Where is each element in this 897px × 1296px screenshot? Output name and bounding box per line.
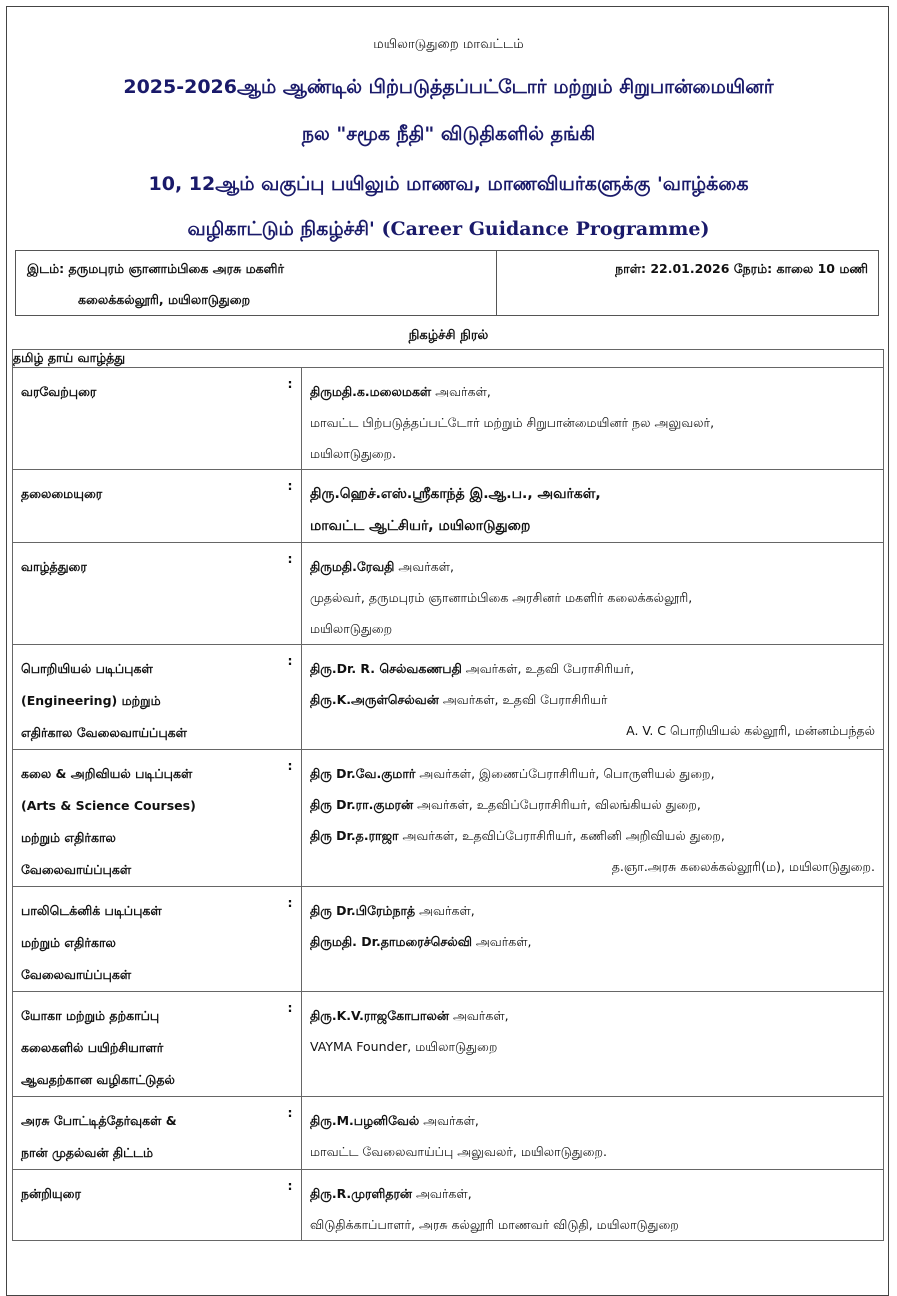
title-line-1-post: சிறுபான்மையினர் <box>612 76 774 98</box>
speaker-name: திரு Dr.ரா.குமரன் <box>310 797 414 812</box>
title-line-4-tamil: வழிகாட்டும் நிகழ்ச்சி' <box>187 218 382 240</box>
anthem-row <box>13 350 884 368</box>
colon-separator: : <box>279 1170 302 1241</box>
programme-item-line: நான் முதல்வன் திட்டம் <box>21 1145 154 1160</box>
programme-item <box>13 992 280 1097</box>
speaker-role: அவர்கள், உதவி பேராசிரியர் <box>438 692 608 707</box>
title-line-2-post: விடுதிகளில் தங்கி <box>434 123 596 145</box>
programme-item-line: பொறியியல் படிப்புகள் <box>21 661 153 676</box>
programme-row <box>13 645 884 750</box>
venue-line-1: இடம்: தருமபுரம் ஞானாம்பிகை அரசு மகளிர் <box>27 261 284 276</box>
speaker-line <box>310 820 875 851</box>
programme-item <box>13 750 280 887</box>
speaker-name: திரு.K.V.ராஜகோபாலன் <box>310 1008 449 1023</box>
programme-item-line: வாழ்த்துரை <box>21 559 87 574</box>
speaker-role: அவர்கள், <box>448 1008 509 1023</box>
programme-item-line: (Engineering) மற்றும் <box>21 693 161 708</box>
speaker-name: திரு.Dr. R. செல்வகணபதி <box>310 661 462 676</box>
date-time: நாள்: 22.01.2026 நேரம்: காலை 10 மணி <box>615 261 868 276</box>
programme-item-line: மற்றும் எதிர்கால <box>21 830 116 845</box>
speaker-details <box>302 750 884 887</box>
speaker-line <box>310 926 875 957</box>
speaker-details <box>302 368 884 470</box>
speaker-role: அவர்கள், உதவிப்பேராசிரியர், கணினி அறிவியல் துறை, <box>398 828 725 843</box>
programme-item <box>13 470 280 543</box>
programme-item-line: அரசு போட்டித்தேர்வுகள் & <box>21 1113 177 1128</box>
district-heading: மயிலாடுதுறை மாவட்டம் <box>373 37 524 52</box>
programme-item <box>13 1097 280 1170</box>
programme-table <box>12 349 884 1241</box>
speaker-role: மயிலாடுதுறை. <box>310 446 397 461</box>
programme-item-line: எதிர்கால வேலைவாய்ப்புகள் <box>21 725 187 740</box>
title-line-2-pre: நல <box>301 123 337 145</box>
speaker-role: மாவட்ட வேலைவாய்ப்பு அலுவலர், மயிலாடுதுறை. <box>310 1144 607 1159</box>
programme-item-line: யோகா மற்றும் தற்காப்பு <box>21 1008 160 1023</box>
speaker-name: திருமதி.ரேவதி <box>310 559 395 574</box>
programme-row <box>13 368 884 470</box>
speaker-line <box>310 438 875 469</box>
speaker-details <box>302 1170 884 1241</box>
speaker-line <box>310 789 875 820</box>
speaker-line <box>310 478 875 510</box>
programme-item <box>13 645 280 750</box>
speaker-role: விடுதிக்காப்பாளர், அரசு கல்லூரி மாணவர் விடுதி, மயிலாடுதுறை <box>310 1217 679 1232</box>
speaker-line <box>310 653 875 684</box>
speaker-role: அவர்கள், <box>412 1186 472 1201</box>
speaker-role: அவர்கள், <box>415 903 475 918</box>
programme-item <box>13 368 280 470</box>
venue-line-2: கலைக்கல்லூரி, மயிலாடுதுறை <box>78 292 251 307</box>
programme-title: நிகழ்ச்சி நிரல் <box>408 328 489 343</box>
programme-item-line: (Arts & Science Courses) <box>21 798 196 813</box>
title-line-4-english: (Career Guidance Programme) <box>381 218 710 240</box>
speaker-line <box>310 851 875 882</box>
title-line-4 <box>0 218 897 243</box>
speaker-line <box>310 376 875 407</box>
speaker-role: அவர்கள், உதவி பேராசிரியர், <box>461 661 635 676</box>
title-line-3: 10, 12ஆம் வகுப்பு பயிலும் மாணவ, மாணவியர்களுக்கு 'வாழ்க்கை <box>148 173 749 195</box>
speaker-name: திரு.R.முரளிதரன் <box>310 1186 413 1201</box>
programme-item-line: வேலைவாய்ப்புகள் <box>21 967 132 982</box>
speaker-name: திரு Dr.வே.குமார் <box>310 766 416 781</box>
programme-item-line: ஆவதற்கான வழிகாட்டுதல் <box>21 1072 175 1087</box>
colon-separator: : <box>279 645 302 750</box>
speaker-line <box>310 582 875 613</box>
speaker-name: திரு.K.அருள்செல்வன் <box>310 692 439 707</box>
speaker-line <box>310 551 875 582</box>
programme-item-line: வரவேற்புரை <box>21 384 97 399</box>
speaker-role: VAYMA Founder, மயிலாடுதுறை <box>310 1039 498 1054</box>
title-line-1 <box>0 76 897 101</box>
speaker-name: திரு Dr.த.ராஜா <box>310 828 399 843</box>
speaker-line <box>310 510 875 542</box>
speaker-role: மயிலாடுதுறை <box>310 621 393 636</box>
speaker-details <box>302 470 884 543</box>
speaker-name: திருமதி.க.மலைமகள் <box>310 384 432 399</box>
title-line-1-pre: 2025-2026ஆம் ஆண்டில் பிற்படுத்தப்பட்டோர் <box>123 76 554 98</box>
programme-item <box>13 887 280 992</box>
colon-separator: : <box>279 470 302 543</box>
colon-separator: : <box>279 1097 302 1170</box>
speaker-role: அவர்கள், <box>431 384 491 399</box>
programme-row <box>13 1097 884 1170</box>
speaker-line <box>310 715 875 746</box>
programme-item-line: மற்றும் எதிர்கால <box>21 935 116 950</box>
programme-item-line: தலைமையுரை <box>21 486 103 501</box>
colon-separator: : <box>279 887 302 992</box>
speaker-role: அவர்கள், <box>471 934 532 949</box>
title-line-2 <box>0 123 897 148</box>
speaker-details <box>302 1097 884 1170</box>
speaker-details <box>302 992 884 1097</box>
colon-separator: : <box>279 543 302 645</box>
speaker-name: திரு.M.பழனிவேல் <box>310 1113 420 1128</box>
venue-cell <box>16 251 497 315</box>
programme-item <box>13 543 280 645</box>
speaker-line <box>310 895 875 926</box>
programme-item-line: நன்றியுரை <box>21 1186 81 1201</box>
speaker-line <box>310 1105 875 1136</box>
speaker-role: அவர்கள், உதவிப்பேராசிரியர், விலங்கியல் துறை, <box>413 797 701 812</box>
speaker-line <box>310 407 875 438</box>
programme-row <box>13 992 884 1097</box>
programme-row <box>13 470 884 543</box>
speaker-line <box>310 1031 875 1062</box>
programme-item-line: பாலிடெக்னிக் படிப்புகள் <box>21 903 162 918</box>
speaker-line <box>310 684 875 715</box>
speaker-name: திரு Dr.பிரேம்நாத் <box>310 903 416 918</box>
speaker-name: மாவட்ட ஆட்சியர், மயிலாடுதுறை <box>310 518 531 534</box>
programme-item-line: கலை & அறிவியல் படிப்புகள் <box>21 766 193 781</box>
speaker-role: அவர்கள், <box>419 1113 479 1128</box>
programme-row <box>13 543 884 645</box>
speaker-line <box>310 1209 875 1240</box>
speaker-details <box>302 887 884 992</box>
speaker-role: முதல்வர், தருமபுரம் ஞானாம்பிகை அரசினர் மகளிர் கலைக்கல்லூரி, <box>310 590 693 605</box>
title-line-2-emphasis: "சமூக நீதி" <box>336 123 435 145</box>
speaker-name: திருமதி. Dr.தாமரைச்செல்வி <box>310 934 472 949</box>
colon-separator: : <box>279 368 302 470</box>
title-line-1-emphasis: மற்றும் <box>553 76 613 98</box>
speaker-details <box>302 543 884 645</box>
colon-separator: : <box>279 750 302 887</box>
speaker-line <box>310 758 875 789</box>
programme-item <box>13 1170 280 1241</box>
programme-row <box>13 750 884 887</box>
speaker-role: த.ஞா.அரசு கலைக்கல்லூரி(ம), மயிலாடுதுறை. <box>611 859 875 874</box>
speaker-line <box>310 613 875 644</box>
speaker-role: A. V. C பொறியியல் கல்லூரி, மன்னம்பந்தல் <box>626 723 875 738</box>
speaker-role: அவர்கள், இணைப்பேராசிரியர், பொருளியல் துறை, <box>415 766 715 781</box>
venue-box <box>15 250 879 316</box>
speaker-role: மாவட்ட பிற்படுத்தப்பட்டோர் மற்றும் சிறுபான்மையினர் நல அலுவலர், <box>310 415 715 430</box>
anthem-cell: தமிழ் தாய் வாழ்த்து <box>13 350 884 368</box>
colon-separator: : <box>279 992 302 1097</box>
programme-item-line: கலைகளில் பயிற்சியாளர் <box>21 1040 164 1055</box>
speaker-line <box>310 1136 875 1167</box>
programme-row <box>13 1170 884 1241</box>
speaker-name: திரு.ஹெச்.எஸ்.ஸ்ரீகாந்த் இ.ஆ.ப., அவர்கள், <box>310 486 601 502</box>
programme-row <box>13 887 884 992</box>
speaker-role: அவர்கள், <box>394 559 455 574</box>
programme-item-line: வேலைவாய்ப்புகள் <box>21 862 132 877</box>
speaker-details <box>302 645 884 750</box>
speaker-line <box>310 1000 875 1031</box>
speaker-line <box>310 1178 875 1209</box>
